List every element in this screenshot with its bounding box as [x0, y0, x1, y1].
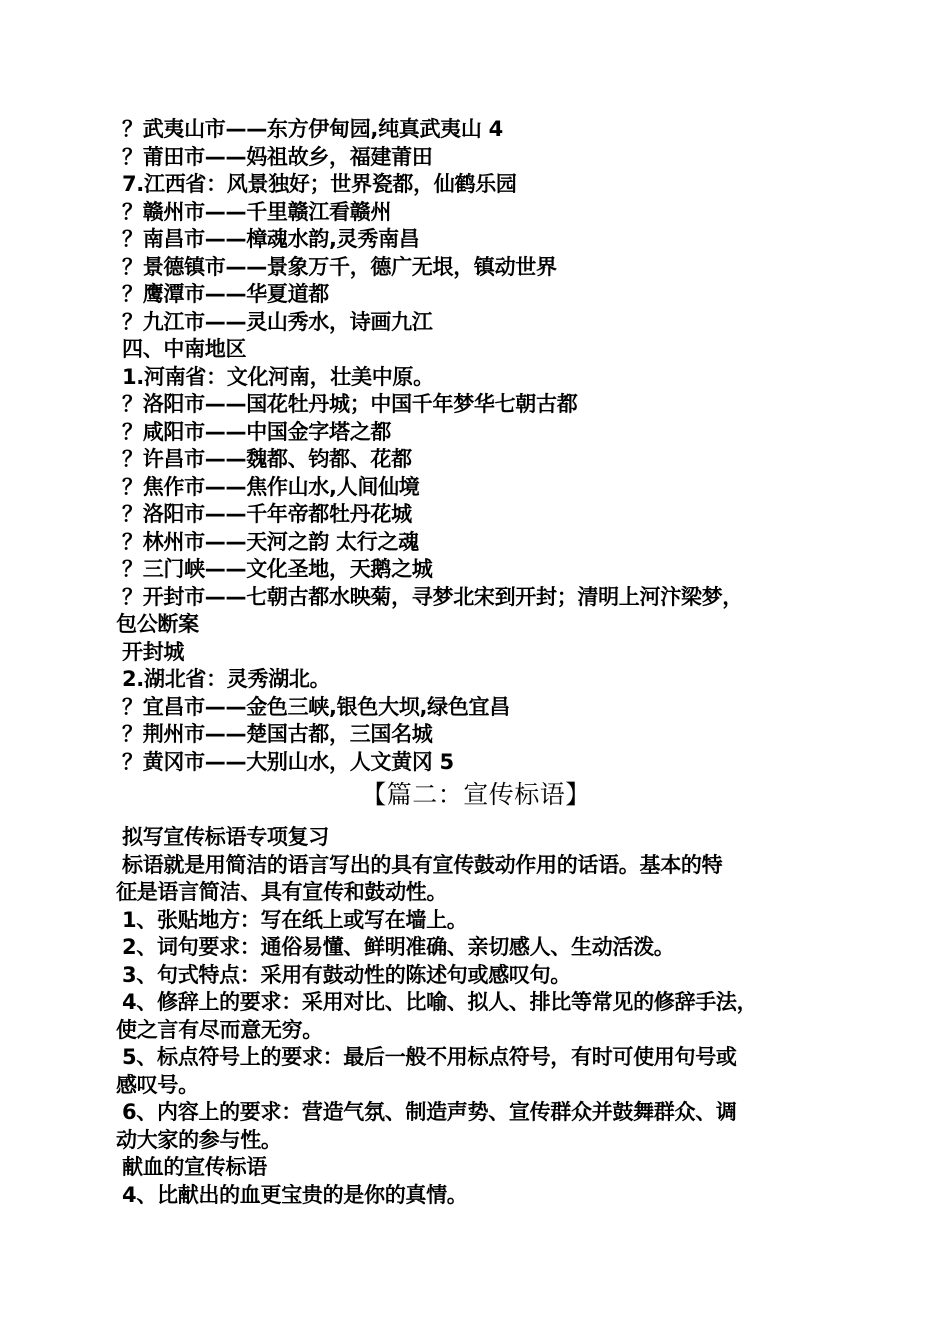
text-line: ？洛阳市——千年帝都牡丹花城: [122, 502, 412, 526]
text-line: 2.湖北省：灵秀湖北。: [122, 667, 331, 691]
text-line: 开封城: [122, 639, 185, 664]
section-title: 拟写宣传标语专项复习: [122, 825, 329, 849]
text-line: ？焦作市——焦作山水,人间仙境: [122, 474, 420, 499]
text-line: ？黄冈市——大别山水，人文黄冈 5: [122, 749, 454, 774]
text-line: ？南昌市——樟魂水韵,灵秀南昌: [122, 227, 420, 251]
part1-block: [116, 116, 836, 776]
text-line: 动大家的参与性。: [116, 1127, 282, 1152]
text-line: 6、内容上的要求：营造气氛、制造声势、宣传群众并鼓舞群众、调: [122, 1100, 737, 1124]
text-line: ？林州市——天河之韵 太行之魂: [122, 529, 419, 554]
section-title: 献血的宣传标语: [122, 1155, 267, 1179]
text-line: 5、标点符号上的要求：最后一般不用标点符号，有时可使用句号或: [122, 1045, 737, 1069]
text-line: ？荆州市——楚国古都，三国名城: [122, 722, 433, 746]
text-line: ？咸阳市——中国金字塔之都: [122, 419, 392, 444]
text-line: ？景德镇市——景象万千，德广无垠，镇动世界: [122, 254, 557, 279]
text-line: 1.河南省：文化河南，壮美中原。: [122, 364, 434, 389]
text-line: ？许昌市——魏都、钧都、花都: [122, 447, 412, 471]
text-line: ？鹰潭市——华夏道都: [122, 282, 329, 306]
text-line: 包公断案: [116, 612, 199, 636]
section-heading: 【篇二：宣传标语】: [361, 780, 591, 809]
text-line: 4、比献出的血更宝贵的是你的真情。: [122, 1182, 468, 1207]
text-line: 7.江西省：风景独好；世界瓷都，仙鹤乐园: [122, 172, 517, 196]
text-line: 标语就是用简洁的语言写出的具有宣传鼓动作用的话语。基本的特: [122, 852, 723, 877]
text-line: ？武夷山市——东方伊甸园,纯真武夷山 4: [122, 117, 503, 141]
text-line: 使之言有尽而意无穷。: [116, 1017, 323, 1042]
text-line: ？三门峡——文化圣地，天鹅之城: [122, 557, 433, 581]
text-line: 3、句式特点：采用有鼓动性的陈述句或感叹句。: [122, 962, 572, 987]
part2-block: [116, 824, 836, 1209]
text-line: ？洛阳市——国花牡丹城；中国千年梦华七朝古都: [122, 392, 578, 416]
text-line: ？九江市——灵山秀水，诗画九江: [122, 309, 433, 334]
text-line: 征是语言简洁、具有宣传和鼓动性。: [116, 880, 448, 904]
text-line: ？莆田市——妈祖故乡，福建莆田: [122, 144, 433, 169]
text-line: 4、修辞上的要求：采用对比、比喻、拟人、排比等常见的修辞手法，: [122, 990, 758, 1014]
text-line: ？赣州市——千里赣江看赣州: [122, 199, 392, 224]
text-line: ？开封市——七朝古都水映菊，寻梦北宋到开封；清明上河汴梁梦，: [122, 584, 743, 609]
text-line: 1、张贴地方：写在纸上或写在墙上。: [122, 907, 468, 932]
text-line: ？宜昌市——金色三峡,银色大坝,绿色宜昌: [122, 694, 510, 719]
text-line: 感叹号。: [116, 1072, 199, 1097]
section-title: 四、中南地区: [122, 337, 247, 361]
text-line: 2、词句要求：通俗易懂、鲜明准确、亲切感人、生动活泼。: [122, 935, 675, 959]
document-page: [116, 116, 836, 1209]
